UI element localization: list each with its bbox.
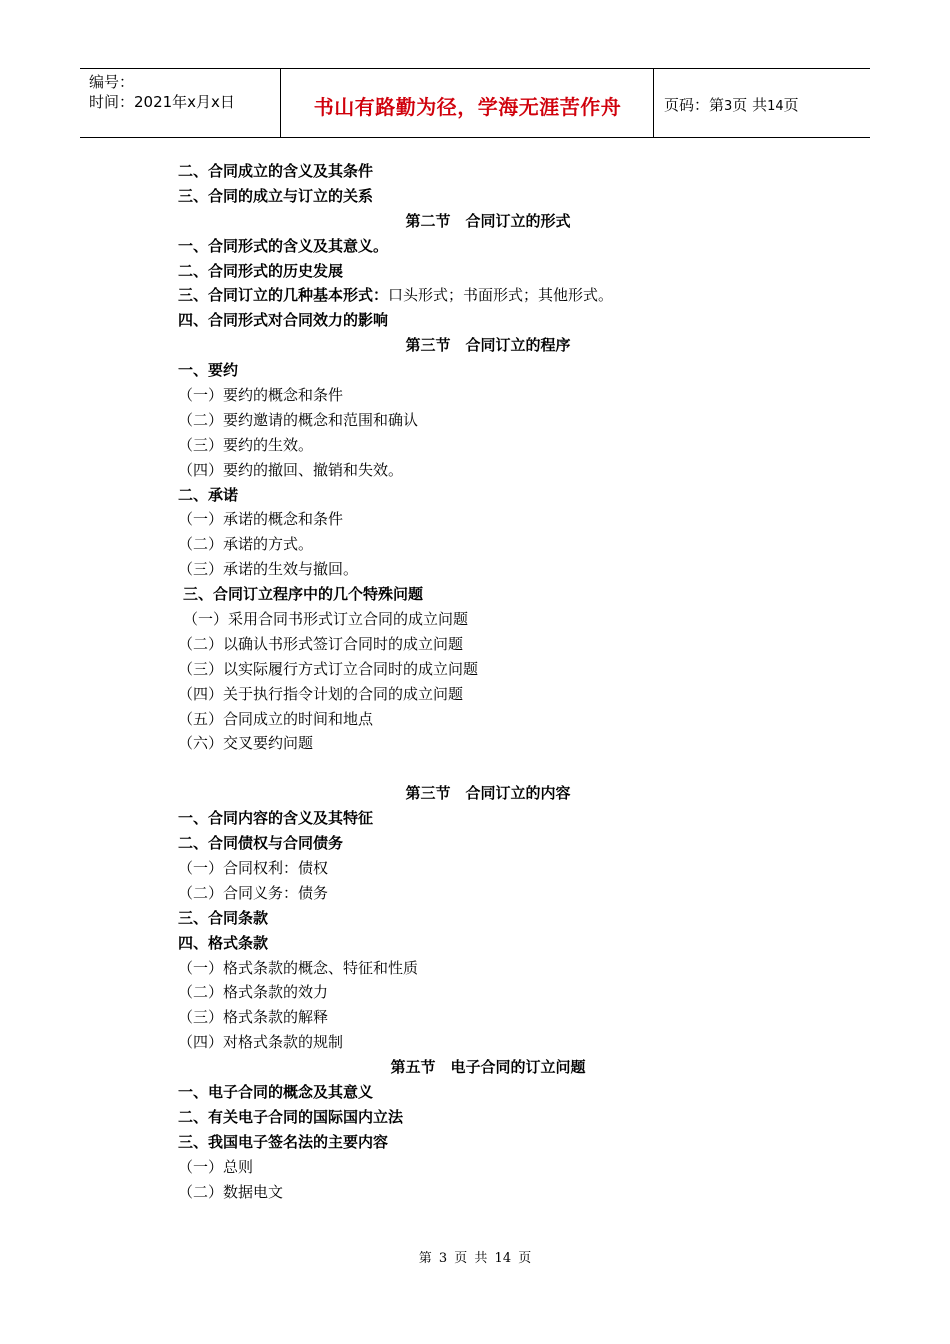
outline-item-text: 一、要约 — [178, 361, 239, 380]
outline-item-text: （一）承诺的概念和条件 — [178, 510, 344, 529]
blank-line — [178, 756, 798, 781]
outline-item — [178, 607, 798, 632]
header-pager-cell — [654, 69, 870, 137]
outline-item — [178, 707, 798, 732]
outline-item-text: 三、合同的成立与订立的关系 — [178, 186, 374, 205]
outline-item-text: 四、合同形式对合同效力的影响 — [178, 311, 389, 330]
section-heading — [178, 333, 798, 358]
outline-item-text: 一、电子合同的概念及其意义 — [178, 1082, 374, 1101]
outline-item-text: （四）要约的撤回、撤销和失效。 — [178, 460, 404, 479]
outline-item — [178, 308, 798, 333]
outline-item — [178, 234, 798, 259]
outline-item-text: 第三节 合同订立的程序 — [405, 336, 571, 355]
outline-item — [178, 1130, 798, 1155]
outline-item-text: （三）格式条款的解释 — [178, 1008, 329, 1027]
outline-item — [178, 507, 798, 532]
outline-item — [178, 408, 798, 433]
header-pager — [664, 94, 799, 115]
outline-item-text: （三）承诺的生效与撤回。 — [178, 560, 359, 579]
outline-item-text: 一、合同形式的含义及其意义。 — [178, 236, 389, 255]
outline-item-text: 二、合同成立的含义及其条件 — [178, 162, 374, 180]
outline-item-text: 二、承诺 — [178, 485, 239, 504]
outline-item — [178, 283, 798, 308]
pager-prefix: 页码：第 — [664, 96, 725, 114]
outline-item — [178, 980, 798, 1005]
outline-item — [178, 532, 798, 557]
header-motto-cell — [281, 69, 654, 137]
pager-current: 3 — [724, 99, 733, 114]
outline-item — [178, 682, 798, 707]
page-footer: 第 3 页 共 14 页 — [418, 1251, 532, 1266]
outline-item — [178, 259, 798, 284]
outline-item — [178, 931, 798, 956]
outline-item — [178, 458, 798, 483]
outline-item-text: （一）采用合同书形式订立合同的成立问题 — [183, 610, 469, 629]
outline-item-text: （一）合同权利：债权 — [178, 858, 329, 877]
outline-item-text: （二）数据电文 — [178, 1182, 284, 1201]
outline-item-rest: 口头形式；书面形式；其他形式。 — [388, 286, 614, 305]
outline-item-text: 第五节 电子合同的订立问题 — [390, 1058, 586, 1077]
outline-item — [178, 906, 798, 931]
outline-content — [178, 159, 798, 1204]
outline-item — [178, 1105, 798, 1130]
outline-item — [178, 358, 798, 383]
page-header — [80, 68, 870, 138]
outline-item — [178, 1005, 798, 1030]
outline-item-text: （一）要约的概念和条件 — [178, 386, 344, 405]
outline-item-text: 二、合同债权与合同债务 — [178, 834, 344, 853]
header-motto: 书山有路勤为径，学海无涯苦作舟 — [313, 95, 622, 119]
outline-item — [178, 557, 798, 582]
outline-item — [178, 159, 798, 184]
outline-item-text: （六）交叉要约问题 — [178, 734, 314, 753]
outline-item — [178, 657, 798, 682]
outline-item-text: 第三节 合同订立的内容 — [405, 784, 571, 803]
section-heading — [178, 1055, 798, 1080]
outline-item — [178, 831, 798, 856]
outline-item-text: （五）合同成立的时间和地点 — [178, 709, 374, 728]
outline-item — [178, 731, 798, 756]
time-label: 时间：2021年x月x日 — [89, 93, 235, 111]
outline-item — [178, 582, 798, 607]
pager-suffix: 页 — [783, 96, 799, 114]
outline-item — [178, 1030, 798, 1055]
pager-total: 14 — [767, 99, 784, 114]
outline-item-text: 二、有关电子合同的国际国内立法 — [178, 1107, 404, 1126]
outline-item — [178, 881, 798, 906]
outline-item-text: 三、我国电子签名法的主要内容 — [178, 1132, 389, 1151]
outline-item-text: （二）承诺的方式。 — [178, 535, 314, 554]
outline-item-text: （二）合同义务：债务 — [178, 883, 329, 902]
outline-item-text: （四）关于执行指令计划的合同的成立问题 — [178, 684, 464, 703]
outline-item — [178, 956, 798, 981]
outline-item-text: 第二节 合同订立的形式 — [405, 211, 571, 230]
outline-item-text: 二、合同形式的历史发展 — [178, 261, 344, 280]
outline-item — [178, 433, 798, 458]
outline-item-text: （二）格式条款的效力 — [178, 983, 329, 1002]
outline-item-text: （三）要约的生效。 — [178, 435, 314, 454]
outline-item-text: （四）对格式条款的规制 — [178, 1033, 344, 1052]
outline-item-text: 三、合同条款 — [178, 908, 269, 927]
outline-item-text: 三、合同订立程序中的几个特殊问题 — [183, 585, 424, 604]
outline-item-text: （三）以实际履行方式订立合同时的成立问题 — [178, 659, 479, 678]
outline-item — [178, 1155, 798, 1180]
outline-item-text: 三、合同订立的几种基本形式： — [178, 286, 389, 305]
outline-item-text: 四、格式条款 — [178, 933, 269, 952]
outline-item-text: （二）要约邀请的概念和范围和确认 — [178, 410, 419, 429]
outline-item-text: 一、合同内容的含义及其特征 — [178, 809, 374, 828]
outline-item — [178, 1180, 798, 1205]
outline-item — [178, 856, 798, 881]
outline-item-text: （二）以确认书形式签订合同时的成立问题 — [178, 634, 464, 653]
pager-mid: 页 共 — [732, 96, 768, 114]
outline-item — [178, 806, 798, 831]
section-heading — [178, 209, 798, 234]
number-label: 编号： — [89, 73, 135, 91]
outline-item-text: （一）总则 — [178, 1157, 254, 1176]
outline-item — [178, 632, 798, 657]
outline-item — [178, 383, 798, 408]
header-meta — [80, 69, 281, 137]
outline-item — [178, 1080, 798, 1105]
outline-item-text: （一）格式条款的概念、特征和性质 — [178, 958, 419, 977]
section-heading — [178, 781, 798, 806]
outline-item — [178, 184, 798, 209]
outline-item — [178, 483, 798, 508]
